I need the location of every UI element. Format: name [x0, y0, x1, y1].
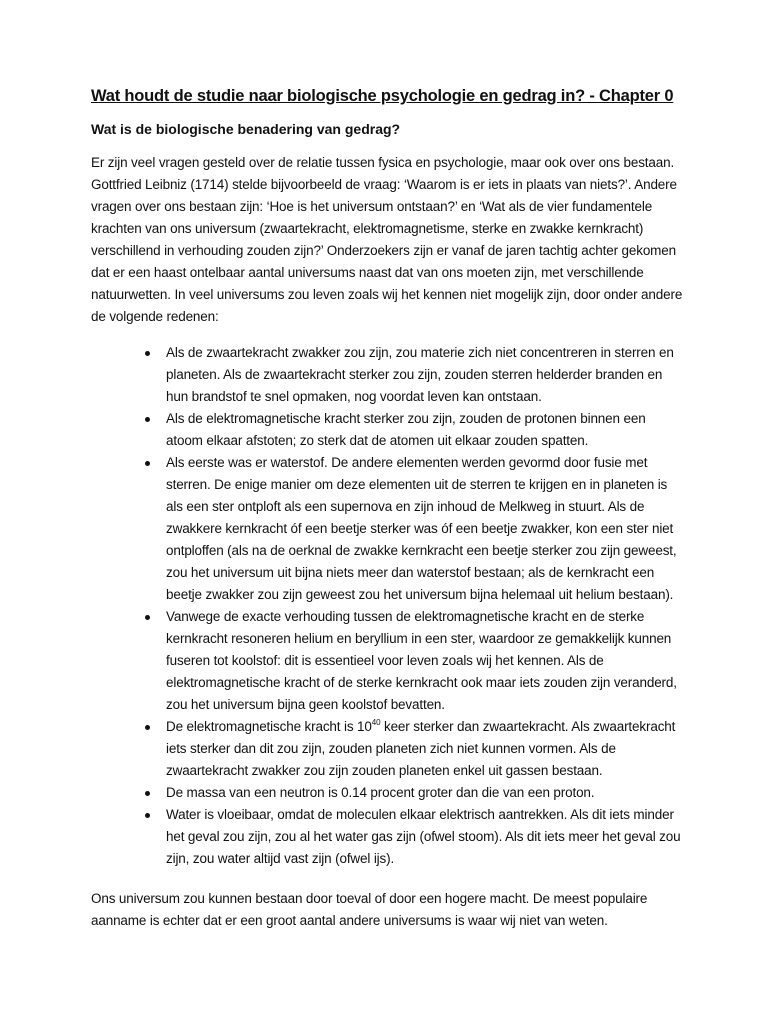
list-item — [166, 804, 683, 870]
bullet-icon — [145, 351, 150, 356]
list-item-text — [166, 719, 675, 778]
section-heading: Wat is de biologische benadering van gedrag? — [91, 121, 401, 137]
bullet-icon — [145, 791, 150, 796]
list-item — [166, 452, 683, 606]
list-item-text: Als eerste was er waterstof. De andere elementen werden gevormd door fusie met sterren. De enige manier om deze elementen uit de sterren te krijgen en in planeten is als een ster ontploft als een supernova en zijn inhoud de Melkweg in stuurt. Als de zwakkere kernkracht óf een beetje sterker was óf een beetje zwakker, kon een ster niet ontploffen (als na de oerknal de zwakke kernkracht een beetje sterker zou zijn geweest, zou het universum uit bijna niets meer dan waterstof bestaan; als de kernkracht een beetje zwakker zou zijn geweest zou het universum bijna helemaal uit helium bestaan). — [166, 455, 677, 602]
list-item — [166, 408, 683, 452]
list-item-text-before: De elektromagnetische kracht is 10 — [166, 719, 372, 734]
intro-paragraph: Er zijn veel vragen gesteld over de relatie tussen fysica en psychologie, maar ook over ons bestaan. Gottfried Leibniz (1714) stelde bijvoorbeeld de vraag: ‘Waarom is er iets in plaats van niets?’. Andere vragen over ons bestaan zijn: ‘Hoe is het universum ontstaan?’ en ‘Wat als de vier fundamentele krachten van ons universum (zwaartekracht, elektromagnetisme, sterke en zwakke kernkracht) verschillend in verhouding zouden zijn?’ Onderzoekers zijn er vanaf de jaren tachtig achter gekomen dat er een haast ontelbaar aantal universums naast dat van ons moeten zijn, met verschillende natuurwetten. In veel universums zou leven zoals wij het kennen niet mogelijk zijn, door onder andere de volgende redenen: — [91, 155, 683, 324]
list-item-text: Als de zwaartekracht zwakker zou zijn, zou materie zich niet concentreren in sterren en planeten. Als de zwaartekracht sterker zou zijn, zouden sterren helderder branden en hun brandstof te snel opmaken, nog voordat leven kan ontstaan. — [166, 345, 674, 404]
list-item — [166, 716, 683, 782]
list-item — [166, 342, 683, 408]
document-title: Wat houdt de studie naar biologische psychologie en gedrag in? - Chapter 0 — [91, 87, 674, 105]
list-item-text: De massa van een neutron is 0.14 procent groter dan die van een proton. — [166, 785, 595, 800]
list-item-text: Water is vloeibaar, omdat de moleculen elkaar elektrisch aantrekken. Als dit iets minder het geval zou zijn, zou al het water gas zijn (ofwel stoom). Als dit iets meer het geval zou zijn, zou water altijd vast zijn (ofwel ijs). — [166, 807, 681, 866]
document-page — [91, 82, 683, 932]
list-item-text-after: keer sterker dan zwaartekracht. Als zwaartekracht iets sterker dan dit zou zijn, zouden planeten zich niet kunnen vormen. Als de zwaartekracht zwakker zou zijn zouden planeten enkel uit gassen bestaan. — [166, 719, 676, 778]
list-item-text: Vanwege de exacte verhouding tussen de elektromagnetische kracht en de sterke kernkracht resoneren helium en beryllium in een ster, waardoor ze gemakkelijk kunnen fuseren tot koolstof: dit is essentieel voor leven zoals wij het kennen. Als de elektromagnetische kracht of de sterke kernkracht ook maar iets zouden zijn veranderd, zou het universum bijna geen koolstof bevatten. — [166, 609, 677, 712]
bullet-icon — [145, 461, 150, 466]
list-item — [166, 606, 683, 716]
list-item-text: Als de elektromagnetische kracht sterker zou zijn, zouden de protonen binnen een atoom elkaar afstoten; zo sterk dat de atomen uit elkaar zouden spatten. — [166, 411, 646, 448]
list-item — [166, 782, 683, 804]
bullet-icon — [145, 813, 150, 818]
bullet-icon — [145, 417, 150, 422]
bullet-icon — [145, 725, 150, 730]
reasons-list — [91, 342, 683, 870]
exponent: 40 — [371, 718, 381, 727]
bullet-icon — [145, 615, 150, 620]
closing-paragraph: Ons universum zou kunnen bestaan door toeval of door een hogere macht. De meest populaire aanname is echter dat er een groot aantal andere universums is waar wij niet van weten. — [91, 891, 648, 928]
